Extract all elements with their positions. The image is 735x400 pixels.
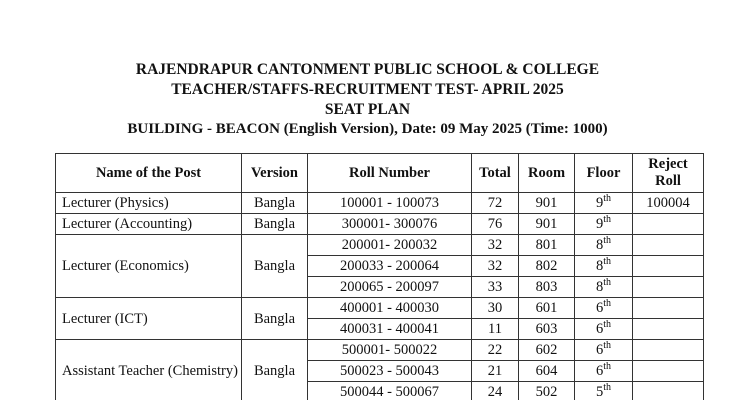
floor-cell bbox=[575, 214, 633, 235]
roll-number-cell: 500023 - 500043 bbox=[308, 361, 472, 382]
floor-cell bbox=[575, 193, 633, 214]
floor-number: 9 bbox=[595, 216, 604, 232]
roll-number-cell: 200001- 200032 bbox=[308, 235, 472, 256]
table-row bbox=[56, 235, 704, 256]
floor-cell bbox=[575, 256, 633, 277]
post-name-cell: Lecturer (ICT) bbox=[56, 298, 242, 340]
total-cell: 72 bbox=[472, 193, 519, 214]
floor-suffix: th bbox=[603, 256, 612, 268]
roll-number-cell: 300001- 300076 bbox=[308, 214, 472, 235]
version-cell: Bangla bbox=[242, 214, 308, 235]
floor-cell bbox=[575, 361, 633, 382]
table-row bbox=[56, 340, 704, 361]
total-cell: 32 bbox=[472, 256, 519, 277]
total-cell: 30 bbox=[472, 298, 519, 319]
reject-roll-cell bbox=[633, 361, 704, 382]
table-row bbox=[56, 214, 704, 235]
total-cell: 21 bbox=[472, 361, 519, 382]
reject-roll-cell bbox=[633, 277, 704, 298]
total-cell: 33 bbox=[472, 277, 519, 298]
floor-suffix: th bbox=[603, 193, 612, 205]
document-header bbox=[0, 60, 735, 139]
roll-number-cell: 200065 - 200097 bbox=[308, 277, 472, 298]
reject-roll-cell: 100004 bbox=[633, 193, 704, 214]
floor-number: 5 bbox=[595, 384, 604, 400]
version-cell: Bangla bbox=[242, 235, 308, 298]
total-cell: 76 bbox=[472, 214, 519, 235]
roll-number-cell: 200033 - 200064 bbox=[308, 256, 472, 277]
post-name-cell: Lecturer (Physics) bbox=[56, 193, 242, 214]
version-cell: Bangla bbox=[242, 340, 308, 400]
post-name-cell: Lecturer (Economics) bbox=[56, 235, 242, 298]
roll-number-cell: 500001- 500022 bbox=[308, 340, 472, 361]
room-cell: 602 bbox=[519, 340, 575, 361]
total-cell: 22 bbox=[472, 340, 519, 361]
floor-cell bbox=[575, 319, 633, 340]
reject-roll-cell bbox=[633, 256, 704, 277]
table-header-row bbox=[56, 154, 704, 193]
roll-number-cell: 400001 - 400030 bbox=[308, 298, 472, 319]
post-name-cell: Lecturer (Accounting) bbox=[56, 214, 242, 235]
floor-suffix: th bbox=[603, 361, 612, 373]
post-name-cell: Assistant Teacher (Chemistry) bbox=[56, 340, 242, 400]
floor-suffix: th bbox=[603, 298, 612, 310]
floor-number: 8 bbox=[595, 258, 604, 274]
col-header-roll: Roll Number bbox=[308, 154, 472, 193]
version-cell: Bangla bbox=[242, 298, 308, 340]
test-title: TEACHER/STAFFS-RECRUITMENT TEST- APRIL 2025 bbox=[171, 81, 564, 98]
floor-suffix: th bbox=[603, 214, 612, 226]
seat-plan-table bbox=[55, 153, 704, 400]
floor-number: 8 bbox=[595, 237, 604, 253]
table-row bbox=[56, 298, 704, 319]
reject-roll-cell bbox=[633, 319, 704, 340]
floor-number: 6 bbox=[595, 342, 604, 358]
floor-suffix: th bbox=[603, 235, 612, 247]
floor-suffix: th bbox=[603, 319, 612, 331]
reject-roll-cell bbox=[633, 235, 704, 256]
room-cell: 603 bbox=[519, 319, 575, 340]
col-header-version: Version bbox=[242, 154, 308, 193]
total-cell: 32 bbox=[472, 235, 519, 256]
floor-cell bbox=[575, 382, 633, 400]
floor-number: 6 bbox=[595, 300, 604, 316]
room-cell: 601 bbox=[519, 298, 575, 319]
room-cell: 901 bbox=[519, 193, 575, 214]
room-cell: 901 bbox=[519, 214, 575, 235]
reject-roll-cell bbox=[633, 382, 704, 400]
reject-roll-cell bbox=[633, 340, 704, 361]
school-name: RAJENDRAPUR CANTONMENT PUBLIC SCHOOL & COLLEGE bbox=[135, 61, 600, 78]
floor-cell bbox=[575, 277, 633, 298]
col-header-room: Room bbox=[519, 154, 575, 193]
building-date-line: BUILDING - BEACON (English Version), Date: 09 May 2025 (Time: 1000) bbox=[127, 121, 608, 137]
floor-number: 8 bbox=[595, 279, 604, 295]
room-cell: 803 bbox=[519, 277, 575, 298]
floor-cell bbox=[575, 298, 633, 319]
seat-plan-body bbox=[56, 193, 704, 400]
floor-suffix: th bbox=[603, 340, 612, 352]
floor-cell bbox=[575, 235, 633, 256]
col-header-floor: Floor bbox=[575, 154, 633, 193]
total-cell: 24 bbox=[472, 382, 519, 400]
room-cell: 801 bbox=[519, 235, 575, 256]
roll-number-cell: 500044 - 500067 bbox=[308, 382, 472, 400]
room-cell: 604 bbox=[519, 361, 575, 382]
total-cell: 11 bbox=[472, 319, 519, 340]
seat-plan-title: SEAT PLAN bbox=[324, 101, 411, 118]
room-cell: 502 bbox=[519, 382, 575, 400]
col-header-reject: Reject Roll bbox=[633, 154, 704, 193]
floor-suffix: th bbox=[603, 277, 612, 289]
version-cell: Bangla bbox=[242, 193, 308, 214]
col-header-total: Total bbox=[472, 154, 519, 193]
col-header-post: Name of the Post bbox=[56, 154, 242, 193]
table-row bbox=[56, 193, 704, 214]
floor-number: 6 bbox=[595, 321, 604, 337]
roll-number-cell: 100001 - 100073 bbox=[308, 193, 472, 214]
floor-number: 9 bbox=[595, 195, 604, 211]
room-cell: 802 bbox=[519, 256, 575, 277]
floor-cell bbox=[575, 340, 633, 361]
roll-number-cell: 400031 - 400041 bbox=[308, 319, 472, 340]
floor-suffix: th bbox=[603, 382, 612, 394]
reject-roll-cell bbox=[633, 214, 704, 235]
floor-number: 6 bbox=[595, 363, 604, 379]
reject-roll-cell bbox=[633, 298, 704, 319]
